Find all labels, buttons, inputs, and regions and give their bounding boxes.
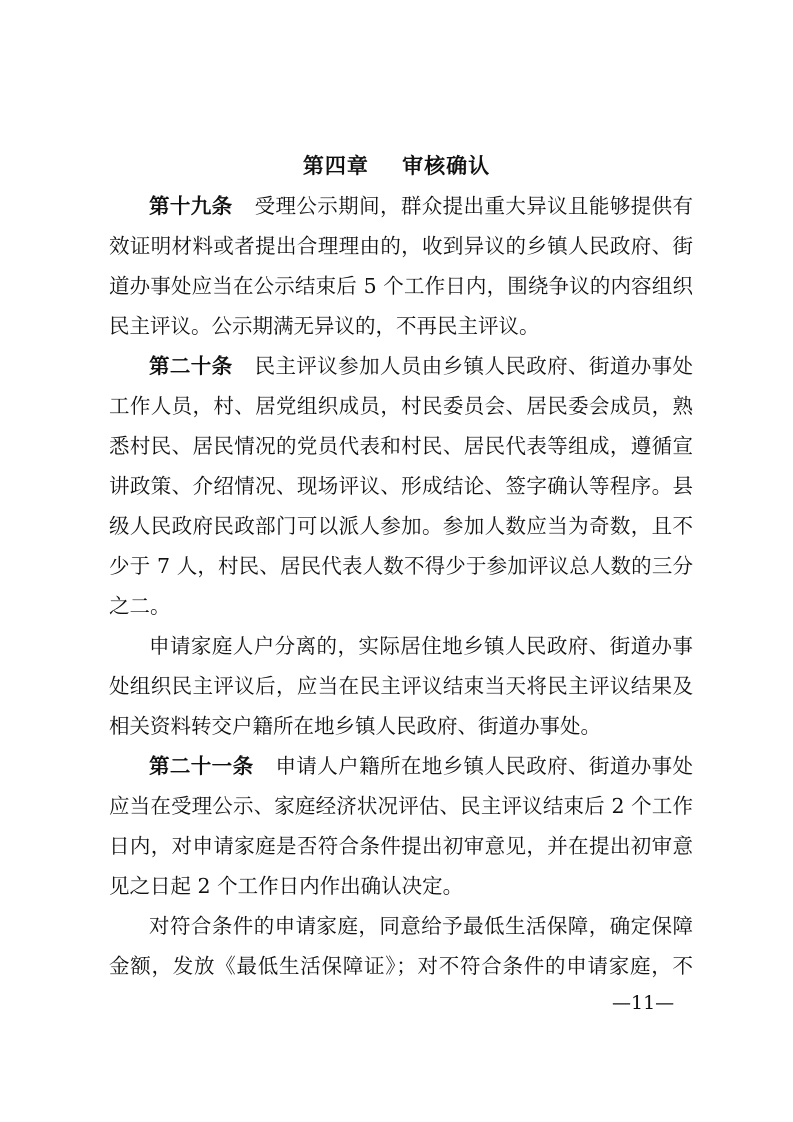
paragraph-line: 级人民政府民政部门可以派人参加。参加人数应当为奇数，且不 [109, 514, 693, 538]
line-text: 民主评议参加人员由乡镇人民政府、街道办事处 [254, 354, 693, 378]
paragraph-line: 效证明材料或者提出合理理由的，收到异议的乡镇人民政府、街 [109, 234, 693, 258]
page-number: —11— [612, 992, 675, 1014]
line-text: 申请人户籍所在地乡镇人民政府、街道办事处 [275, 754, 693, 778]
paragraph-line: 之二。 [109, 594, 171, 618]
paragraph-line: 申请家庭人户分离的，实际居住地乡镇人民政府、街道办事 [149, 634, 693, 658]
paragraph-line: 工作人员，村、居党组织成员，村民委员会、居民委会成员，熟 [109, 394, 693, 418]
article-number: 第二十条 [149, 354, 233, 378]
paragraph-line: 金额，发放《最低生活保障证》；对不符合条件的申请家庭，不 [109, 954, 693, 978]
paragraph-line [149, 186, 693, 226]
paragraph-line: 道办事处应当在公示结束后 5 个工作日内，围绕争议的内容组织 [109, 274, 693, 298]
paragraph-line: 相关资料转交户籍所在地乡镇人民政府、街道办事处。 [109, 714, 601, 738]
paragraph-line: 民主评议。公示期满无异议的，不再民主评议。 [109, 314, 540, 338]
paragraph-line: 悉村民、居民情况的党员代表和村民、居民代表等组成，遵循宣 [109, 434, 693, 458]
article-number: 第二十一条 [149, 754, 254, 778]
paragraph-line: 讲政策、介绍情况、现场评议、形成结论、签字确认等程序。县 [109, 474, 693, 498]
paragraph-line: 少于 7 人，村民、居民代表人数不得少于参加评议总人数的三分 [109, 554, 693, 578]
line-text: 受理公示期间，群众提出重大异议且能够提供有 [254, 194, 693, 218]
paragraph-line [149, 346, 693, 386]
paragraph-line: 处组织民主评议后，应当在民主评议结束当天将民主评议结果及 [109, 674, 693, 698]
chapter-title: 第四章 审核确认 [302, 154, 491, 178]
paragraph-line: 应当在受理公示、家庭经济状况评估、民主评议结束后 2 个工作 [109, 794, 693, 818]
paragraph-line: 对符合条件的申请家庭，同意给予最低生活保障，确定保障 [149, 914, 693, 938]
paragraph-line: 日内，对申请家庭是否符合条件提出初审意见，并在提出初审意 [109, 834, 693, 858]
paragraph-line [149, 746, 693, 786]
paragraph-line: 见之日起 2 个工作日内作出确认决定。 [109, 874, 464, 898]
article-number: 第十九条 [149, 194, 233, 218]
